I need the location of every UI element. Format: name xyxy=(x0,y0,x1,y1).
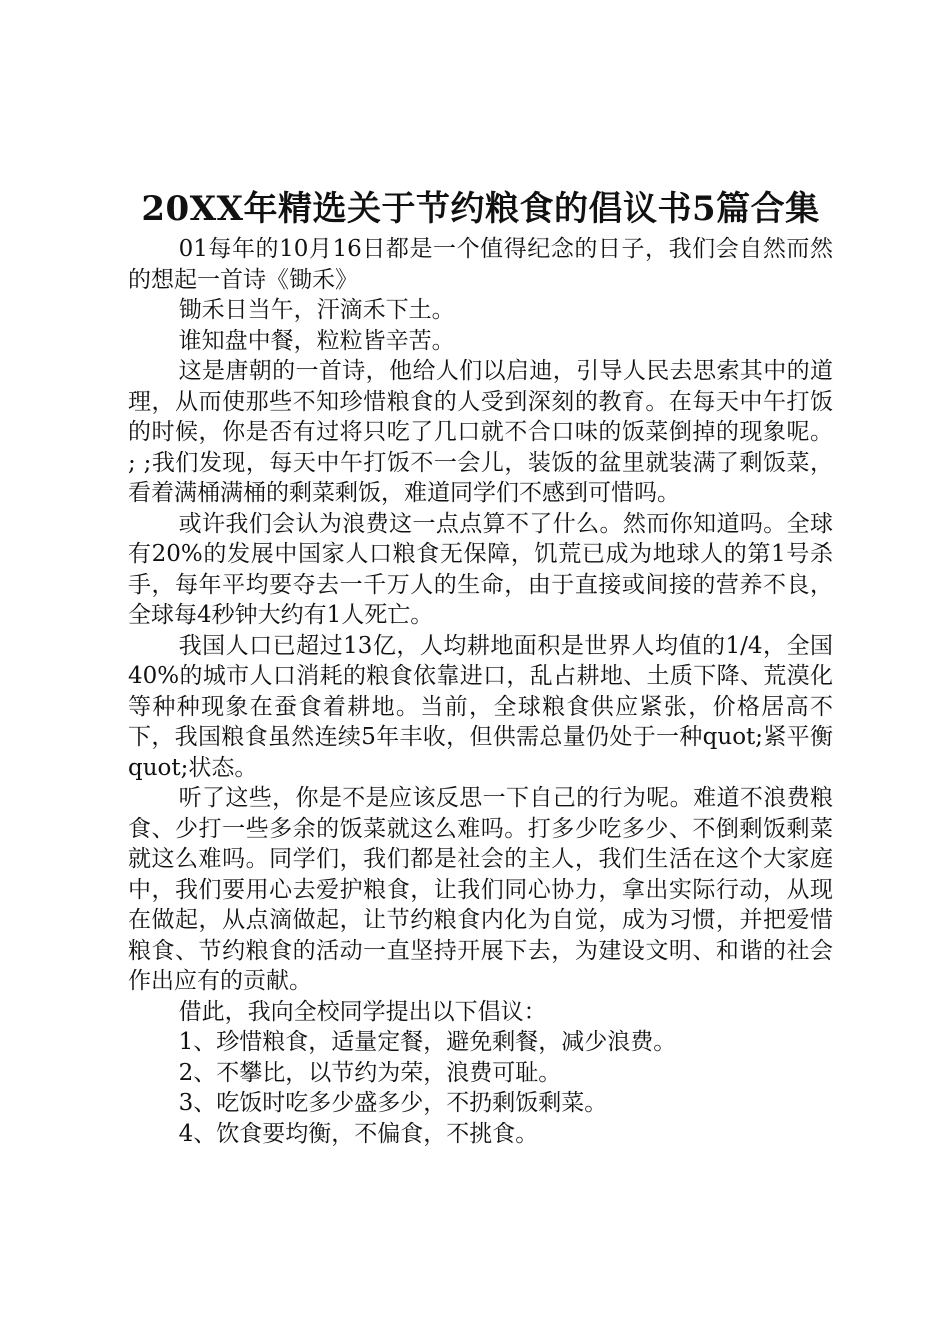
document-title: 20XX年精选关于节约粮食的倡议书5篇合集 xyxy=(141,189,820,229)
proposal-item: 4、饮食要均衡，不偏食，不挑食。 xyxy=(178,1120,539,1147)
poem-line-2: 谁知盘中餐，粒粒皆辛苦。 xyxy=(178,327,455,354)
reflection-paragraph: 听了这些，你是不是应该反思一下自己的行为呢。难道不浪费粮食、少打一些多余的饭菜就这么难吗。打多少吃多少、不倒剩饭剩菜就这么难吗。同学们，我们都是社会的主人，我们生活在这个大家庭中，我们要用心去爱护粮食，让我们同心协力，拿出实际行动，从现在做起，从点滴做起，让节约粮食内化为自觉，成为习惯，并把爱惜粮食、节约粮食的活动一直坚持开展下去，为建设文明、和谐的社会作出应有的贡献。 xyxy=(128,785,833,994)
proposal-item: 1、珍惜粮食，适量定餐，避免剩餐，减少浪费。 xyxy=(178,1029,677,1055)
national-food-paragraph: 我国人口已超过13亿，人均耕地面积是世界人均值的1/4，全国40%的城市人口消耗的粮食依靠进口，乱占耕地、土质下降、荒漠化等种种现象在蚕食着耕地。当前，全球粮食供应紧张，价格居高不下，我国粮食虽然连续5年丰收，但供需总量仍处于一种quot;紧平衡quot;状态。 xyxy=(128,632,833,781)
document-page xyxy=(128,188,833,1149)
poem-line-1: 锄禾日当午，汗滴禾下土。 xyxy=(178,297,455,323)
global-hunger-paragraph: 或许我们会认为浪费这一点点算不了什么。然而你知道吗。全球有20%的发展中国家人口粮食无保障，饥荒已成为地球人的第1号杀手，每年平均要夺去一千万人的生命，由于直接或间接的营养不良，全球每4秒钟大约有1人死亡。 xyxy=(128,510,833,628)
proposal-intro: 借此，我向全校同学提出以下倡议： xyxy=(178,998,547,1025)
proposal-item: 3、吃饭时吃多少盛多少，不扔剩饭剩菜。 xyxy=(178,1090,608,1116)
poem-explanation-paragraph: 这是唐朝的一首诗，他给人们以启迪，引导人民去思索其中的道理，从而使那些不知珍惜粮食的人受到深刻的教育。在每天中午打饭的时候，你是否有过将只吃了几口就不合口味的饭菜倒掉的现象呢。 ; ;我们发现，每天中午打饭不一会儿，装饭的盆里就装满了剩饭菜，看着满桶满桶的剩菜剩饭，难道同学们不感到可惜吗。 xyxy=(128,358,833,506)
proposal-item: 2、不攀比，以节约为荣，浪费可耻。 xyxy=(178,1059,562,1086)
intro-paragraph: 01每年的10月16日都是一个值得纪念的日子，我们会自然而然的想起一首诗《锄禾》 xyxy=(128,236,833,293)
